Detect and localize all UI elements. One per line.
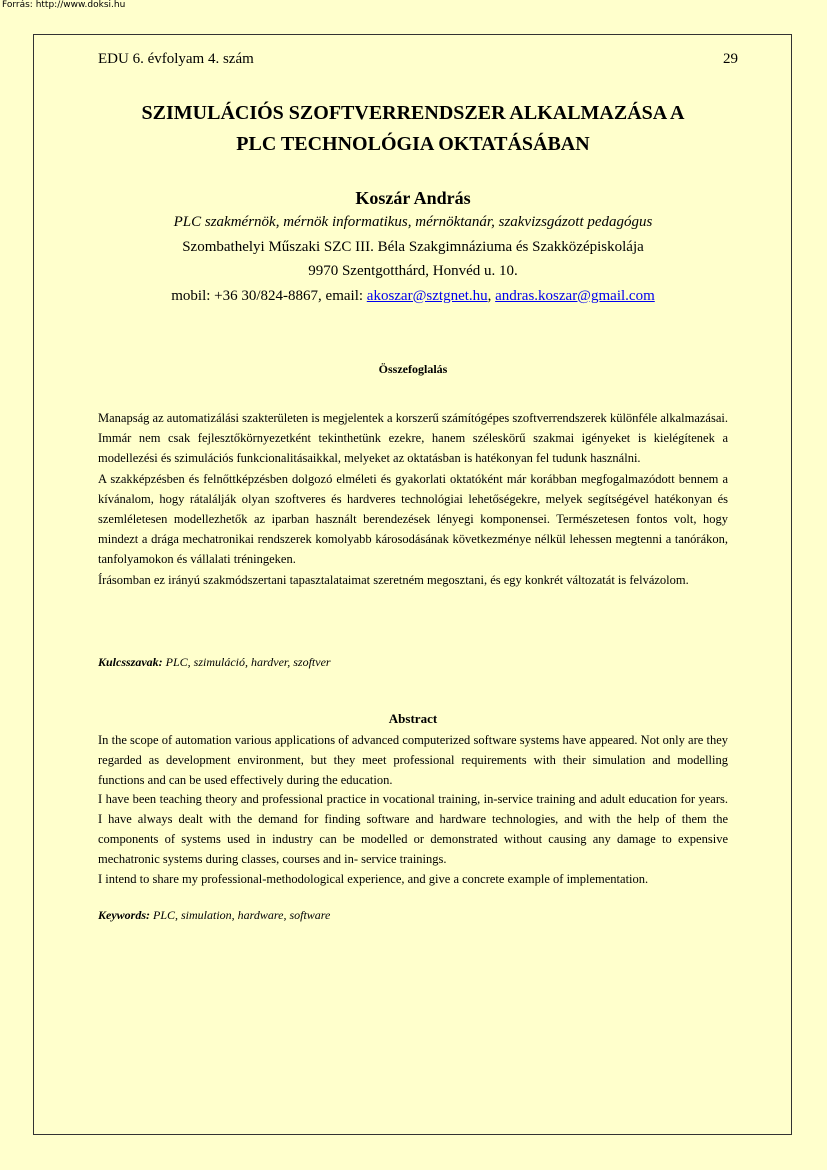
hungarian-abstract-heading: Összefoglalás	[378, 362, 448, 376]
english-keywords	[98, 908, 330, 923]
en-paragraph-1: In the scope of automation various applications of advanced computerized software systems have appeared. Not only are they regarded as development environment, but they meet professional requirements with their simulation and modelling functions and can be used effectively during the education.	[98, 733, 728, 787]
author-institution: Szombathelyi Műszaki SZC III. Béla Szakgimnáziuma és Szakközépiskolája	[182, 238, 644, 255]
paper-title	[98, 98, 728, 160]
contact-prefix: mobil: +36 30/824-8867, email:	[171, 287, 367, 304]
author-name: Koszár András	[355, 188, 471, 208]
page-number: 29	[723, 51, 738, 67]
hu-paragraph-2: A szakképzésben és felnőttképzésben dolgozó elméleti és gyakorlati oktatóként már korábban megfogalmazódott bennem a kívánalom, hogy rátalálják olyan szoftveres és hardveres technológiai lehetőségekre, melyek segítségével hatékonyan és szemléletesen modellezhetők az iparban használt berendezések lényegi komponensei. Természetesen fontos volt, hogy mindezt a drága mechatronikai rendszerek komolyabb károsodásának következménye nélkül lehessen megtenni a tanórákon, tanfolyamokon és vállalati tréningeken.	[98, 471, 728, 567]
en-keywords-label: Keywords:	[98, 908, 150, 922]
journal-header: EDU 6. évfolyam 4. szám	[98, 51, 254, 67]
source-url: Forrás: http://www.doksi.hu	[2, 0, 126, 10]
hungarian-abstract-body	[98, 408, 728, 590]
hu-keywords-values: PLC, szimuláció, hardver, szoftver	[162, 655, 331, 669]
en-paragraph-2: I have been teaching theory and professional practice in vocational training, in-service training and adult education for years. I have always dealt with the demand for finding software and hardware technologies, and with the help of them the components of systems used in industry can be modelled or demonstrated without causing any damage to expensive mechatronic systems during classes, courses and in- service trainings.	[98, 792, 728, 866]
hu-paragraph-3: Írásomban ez irányú szakmódszertani tapasztalataimat szeretném megosztani, és egy konkrét változatát is felvázolom.	[98, 572, 689, 587]
author-address: 9970 Szentgotthárd, Honvéd u. 10.	[308, 263, 518, 279]
en-keywords-values: PLC, simulation, hardware, software	[150, 908, 331, 922]
author-contact	[98, 284, 728, 309]
author-role: PLC szakmérnök, mérnök informatikus, mérnöktanár, szakvizsgázott pedagógus	[173, 214, 653, 230]
english-abstract-body	[98, 731, 728, 889]
title-line-1: SZIMULÁCIÓS SZOFTVERRENDSZER ALKALMAZÁSA A	[141, 102, 685, 124]
title-line-2: PLC TECHNOLÓGIA OKTATÁSÁBAN	[236, 133, 590, 155]
email-link-2[interactable]: andras.koszar@gmail.com	[495, 287, 655, 304]
hungarian-keywords	[98, 655, 331, 670]
en-paragraph-3: I intend to share my professional-methodological experience, and give a concrete example of implementation.	[98, 871, 649, 886]
email-link-1[interactable]: akoszar@sztgnet.hu	[366, 287, 488, 304]
author-block	[98, 186, 728, 308]
email-separator: ,	[487, 287, 496, 304]
hu-paragraph-1: Manapság az automatizálási szakterületen is megjelentek a korszerű számítógépes szoftverrendszerek különféle alkalmazásai. Immár nem csak fejlesztőkörnyezetként tekinthetünk ezekre, hanem széleskörű szakmai igényeket is kielégítenek a modellezési és szimulációs funkcionalitásaikkal, melyeket az oktatásban is hatékonyan fel tudunk használni.	[98, 411, 728, 466]
english-abstract-heading: Abstract	[388, 711, 438, 726]
hu-keywords-label: Kulcsszavak:	[98, 655, 163, 669]
